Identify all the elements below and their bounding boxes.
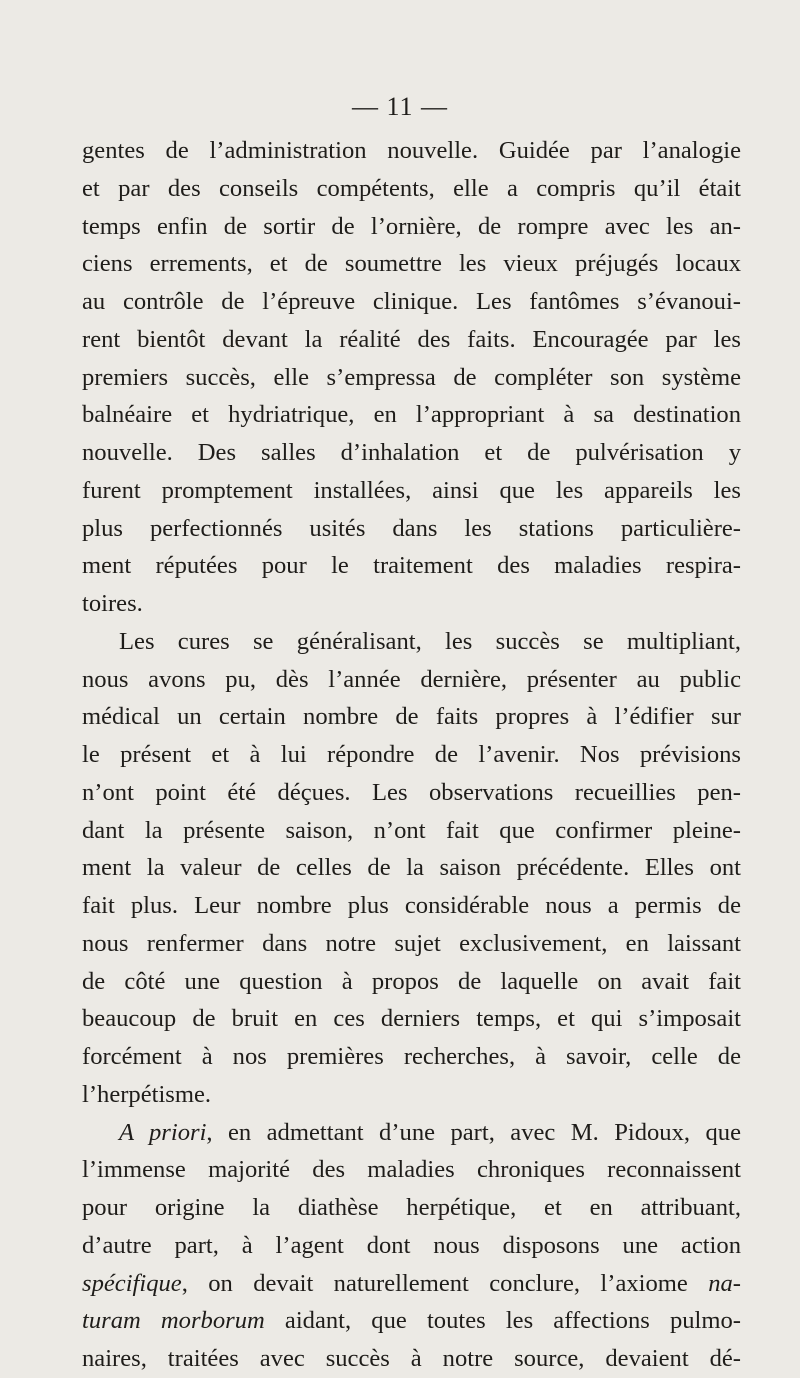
paragraph-start-line (82, 1114, 741, 1152)
text-line: n’ont point été déçues. Les observations recueillies pen- (82, 778, 741, 806)
text-line: d’autre part, à l’agent dont nous disposons une action (82, 1231, 741, 1259)
text-line: premiers succès, elle s’empressa de compléter son système (82, 363, 741, 391)
italic-text: turam morborum (82, 1307, 265, 1335)
page-number: — 11 — (351, 92, 449, 121)
text-line: temps enfin de sortir de l’ornière, de rompre avec les an- (82, 212, 741, 240)
text-line: naires, traitées avec succès à notre source, devaient dé- (82, 1345, 741, 1372)
paragraph-end-line: l’herpétisme. (82, 1080, 212, 1108)
text-run: aidant, que toutes les affections pulmo- (264, 1307, 742, 1335)
text-line: forcément à nos premières recherches, à savoir, celle de (82, 1043, 741, 1070)
text-line: ciens errements, et de soumettre les vieux préjugés locaux (82, 250, 741, 278)
text-line: nouvelle. Des salles d’inhalation et de pulvérisation y (82, 439, 741, 466)
italic-text: na- (708, 1269, 741, 1297)
text-line: nous renfermer dans notre sujet exclusivement, en laissant (82, 929, 741, 957)
text-line: ment la valeur de celles de la saison précédente. Elles ont (82, 854, 741, 882)
text-line: le présent et à lui répondre de l’avenir. Nos prévisions (82, 741, 741, 768)
text-line: dant la présente saison, n’ont fait que confirmer pleine- (82, 816, 741, 844)
text-line: et par des conseils compétents, elle a compris qu’il était (82, 174, 741, 202)
text-line: au contrôle de l’épreuve clinique. Les fantômes s’évanoui- (82, 288, 741, 315)
text-line: médical un certain nombre de faits propres à l’édifier sur (82, 703, 741, 731)
body-text (82, 132, 741, 1378)
text-line: nous avons pu, dès l’année dernière, présenter au public (82, 665, 741, 693)
text-line: plus perfectionnés usités dans les stations particulière- (82, 514, 741, 542)
text-line: l’immense majorité des maladies chroniques reconnaissent (82, 1156, 741, 1184)
text-run: , en admettant d’une part, avec M. Pidoux, que (206, 1118, 741, 1146)
text-run: , on devait naturellement conclure, l’axiome (181, 1269, 709, 1297)
paragraph-start-line: Les cures se généralisant, les succès se multipliant, (119, 627, 741, 655)
text-line: rent bientôt devant la réalité des faits. Encouragée par les (82, 325, 741, 353)
text-line (82, 1302, 741, 1340)
text-line: furent promptement installées, ainsi que les appareils les (82, 476, 741, 504)
text-line: fait plus. Leur nombre plus considérable nous a permis de (82, 892, 741, 919)
text-line: de côté une question à propos de laquelle on avait fait (82, 967, 741, 995)
italic-text: A priori (119, 1118, 207, 1146)
paragraph-end-line: toires. (82, 590, 143, 617)
italic-text: spécifique (82, 1269, 182, 1297)
text-line: ment réputées pour le traitement des maladies respira- (82, 552, 741, 580)
text-line: pour origine la diathèse herpétique, et en attribuant, (82, 1194, 741, 1221)
text-line: balnéaire et hydriatrique, en l’appropriant à sa destination (82, 401, 741, 429)
text-line: gentes de l’administration nouvelle. Guidée par l’analogie (82, 137, 741, 164)
text-line: beaucoup de bruit en ces derniers temps, et qui s’imposait (82, 1005, 741, 1033)
text-line (82, 1265, 741, 1303)
